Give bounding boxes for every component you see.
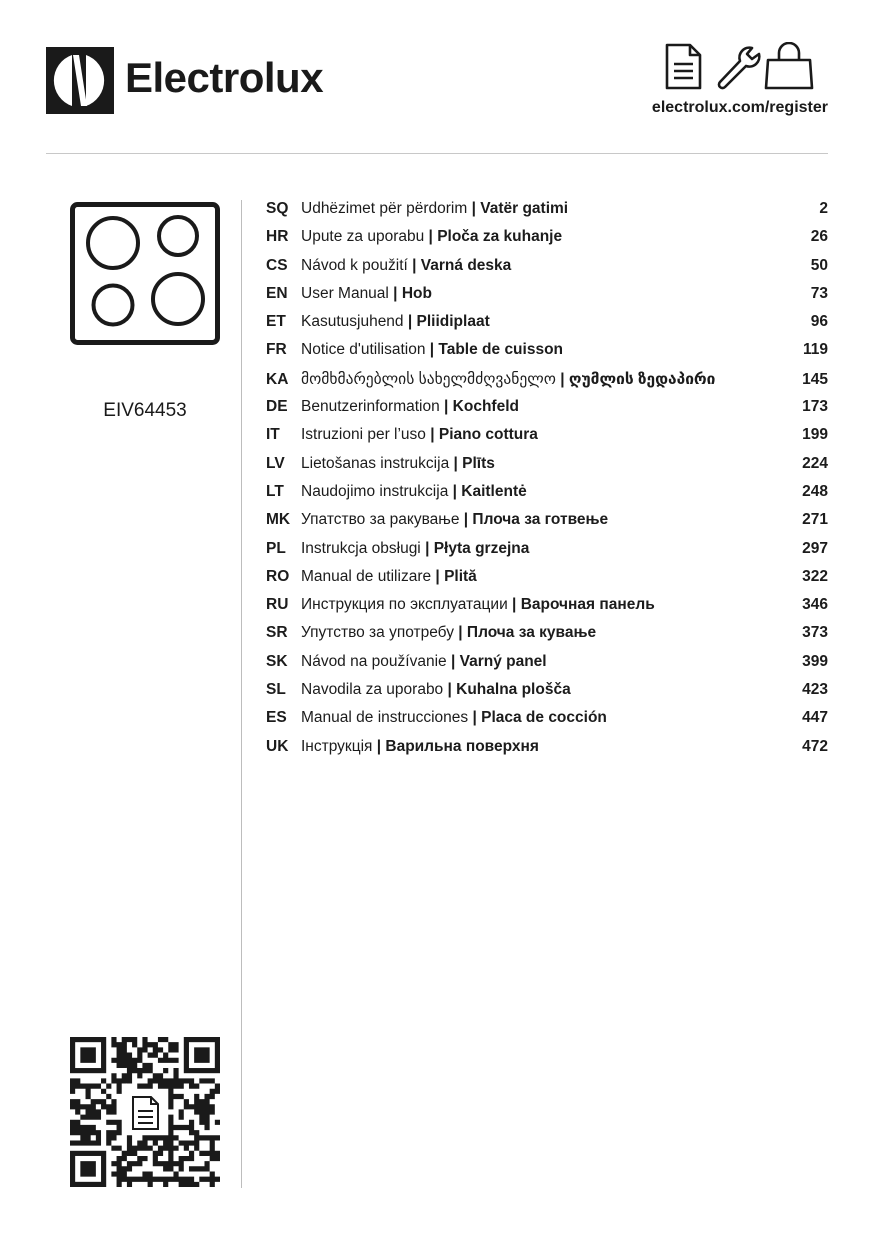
language-code: SQ bbox=[266, 200, 289, 217]
language-code: MK bbox=[266, 511, 291, 529]
manual-title bbox=[301, 596, 778, 614]
product-type: Placa de cocción bbox=[481, 709, 607, 727]
page-number: 346 bbox=[802, 596, 828, 614]
language-code: LT bbox=[266, 482, 284, 500]
language-code: FR bbox=[266, 341, 287, 359]
product-type: Płyta grzejna bbox=[433, 539, 530, 557]
language-code: KA bbox=[266, 370, 289, 388]
header-divider bbox=[46, 153, 828, 154]
language-code: HR bbox=[266, 228, 289, 246]
document-icon bbox=[128, 1093, 162, 1133]
toc-row-es[interactable] bbox=[266, 709, 828, 737]
manual-title-text: Упатство за ракување bbox=[301, 511, 460, 529]
toc-row-fr[interactable] bbox=[266, 341, 828, 369]
register-url[interactable]: electrolux.com/register bbox=[651, 99, 828, 116]
page-number: 248 bbox=[802, 482, 828, 500]
toc-row-sl[interactable] bbox=[266, 681, 828, 709]
toc-row-mk[interactable] bbox=[266, 511, 828, 539]
product-type: Плоча за готвење bbox=[472, 511, 609, 529]
product-type: Plită bbox=[444, 567, 477, 585]
title-separator: | bbox=[507, 596, 521, 614]
manual-title bbox=[301, 455, 778, 473]
column-divider bbox=[241, 200, 242, 1188]
manual-title bbox=[301, 653, 778, 671]
manual-title-text: Upute za uporabu bbox=[301, 228, 425, 246]
product-type: Vatër gatimi bbox=[480, 200, 569, 217]
manual-title bbox=[301, 200, 778, 218]
title-separator: | bbox=[420, 539, 434, 557]
toc-row-de[interactable] bbox=[266, 398, 828, 426]
product-type: Kaitlentė bbox=[461, 482, 527, 500]
manual-title bbox=[301, 313, 778, 331]
title-separator: | bbox=[372, 737, 386, 755]
toc-row-uk[interactable] bbox=[266, 738, 828, 766]
shopping-bag-icon bbox=[766, 43, 812, 88]
page-number: 199 bbox=[802, 426, 828, 444]
page-number: 399 bbox=[802, 652, 828, 670]
language-index bbox=[266, 200, 828, 766]
manual-title-text: Návod k použití bbox=[301, 256, 408, 274]
product-type: Varný panel bbox=[459, 652, 547, 670]
page-number: 447 bbox=[802, 709, 828, 727]
qr-code[interactable] bbox=[70, 1037, 220, 1187]
toc-row-pl[interactable] bbox=[266, 540, 828, 568]
toc-row-lv[interactable] bbox=[266, 455, 828, 483]
product-type: Varná deska bbox=[420, 256, 512, 274]
title-separator: | bbox=[448, 482, 462, 500]
language-code: ET bbox=[266, 313, 286, 331]
manual-title-text: Benutzerinformation bbox=[301, 398, 440, 416]
language-code: LV bbox=[266, 454, 285, 472]
wrench-icon bbox=[719, 48, 759, 88]
manual-title-text: Udhëzimet për përdorim bbox=[301, 200, 468, 217]
language-code: UK bbox=[266, 737, 289, 755]
page-number: 145 bbox=[802, 370, 828, 388]
page-number: 173 bbox=[802, 398, 828, 416]
language-code: IT bbox=[266, 426, 280, 444]
title-separator: | bbox=[468, 709, 482, 727]
brand-name: Electrolux bbox=[125, 54, 324, 101]
title-separator: | bbox=[439, 398, 453, 416]
page-number: 119 bbox=[802, 341, 828, 359]
language-code: SL bbox=[266, 681, 286, 699]
page-number: 26 bbox=[810, 228, 828, 246]
product-type: Plīts bbox=[462, 454, 495, 472]
page-number: 96 bbox=[810, 313, 828, 331]
manual-title bbox=[301, 709, 778, 727]
manual-title bbox=[301, 624, 778, 642]
toc-row-sk[interactable] bbox=[266, 653, 828, 681]
page-number: 423 bbox=[802, 681, 828, 699]
manual-title bbox=[301, 257, 778, 275]
manual-title bbox=[301, 341, 778, 359]
toc-row-ru[interactable] bbox=[266, 596, 828, 624]
manual-title-text: Manual de utilizare bbox=[301, 567, 432, 585]
manual-title bbox=[301, 568, 778, 586]
qr-finder-pattern bbox=[73, 1040, 104, 1071]
manual-title-text: Lietošanas instrukcija bbox=[301, 454, 450, 472]
language-code: CS bbox=[266, 256, 288, 274]
language-code: ES bbox=[266, 709, 287, 727]
manual-title-text: Упутство за употребу bbox=[301, 624, 454, 642]
title-separator: | bbox=[403, 313, 417, 331]
toc-row-cs[interactable] bbox=[266, 257, 828, 285]
qr-finder-pattern bbox=[73, 1153, 104, 1184]
toc-row-sq[interactable] bbox=[266, 200, 828, 228]
page-number: 322 bbox=[802, 567, 828, 585]
manual-title bbox=[301, 483, 778, 501]
product-type: Piano cottura bbox=[438, 426, 538, 444]
manual-title bbox=[301, 511, 778, 529]
document-icon bbox=[667, 45, 700, 88]
electrolux-logo-icon bbox=[46, 47, 114, 114]
title-separator: | bbox=[388, 284, 402, 302]
title-separator: | bbox=[453, 624, 467, 642]
page-number: 73 bbox=[810, 284, 828, 302]
manual-title-text: Navodila za uporabo bbox=[301, 681, 444, 699]
title-separator: | bbox=[425, 426, 439, 444]
header-icons bbox=[664, 42, 814, 92]
title-separator: | bbox=[425, 341, 439, 359]
page-number: 373 bbox=[802, 624, 828, 642]
manual-title bbox=[301, 228, 778, 246]
manual-title-text: Notice d'utilisation bbox=[301, 341, 426, 359]
manual-title bbox=[301, 370, 778, 389]
product-type: ღუმლის ზედაპირი bbox=[568, 370, 716, 388]
qr-finder-pattern bbox=[186, 1040, 217, 1071]
manual-title-text: Istruzioni per l’uso bbox=[301, 426, 426, 444]
manual-title bbox=[301, 681, 778, 699]
toc-row-en[interactable] bbox=[266, 285, 828, 313]
model-code: EIV64453 bbox=[103, 400, 187, 421]
manual-title-text: User Manual bbox=[301, 284, 389, 302]
manual-title bbox=[301, 285, 778, 303]
page-number: 271 bbox=[802, 511, 828, 529]
language-code: DE bbox=[266, 398, 288, 416]
language-code: RO bbox=[266, 567, 290, 585]
manual-title-text: Kasutusjuhend bbox=[301, 313, 404, 331]
product-type: Pliidiplaat bbox=[416, 313, 490, 331]
product-type: Варильна поверхня bbox=[385, 737, 539, 755]
product-type: Kuhalna plošča bbox=[456, 681, 571, 699]
title-separator: | bbox=[431, 567, 445, 585]
page-number: 2 bbox=[819, 200, 828, 217]
hob-illustration bbox=[70, 202, 220, 345]
toc-row-et[interactable] bbox=[266, 313, 828, 341]
manual-title-text: Інструкція bbox=[301, 737, 373, 755]
product-type: Hob bbox=[401, 284, 432, 302]
manual-title bbox=[301, 540, 778, 558]
manual-title bbox=[301, 398, 778, 416]
product-type: Kochfeld bbox=[452, 398, 519, 416]
manual-title-text: Návod na používanie bbox=[301, 652, 447, 670]
manual-title-text: Инструкция по эксплуатации bbox=[301, 596, 508, 614]
product-type: Варочная панель bbox=[520, 596, 655, 614]
manual-title bbox=[301, 426, 778, 444]
title-separator: | bbox=[459, 511, 473, 529]
toc-row-lt[interactable] bbox=[266, 483, 828, 511]
toc-row-ka[interactable] bbox=[266, 370, 828, 398]
page-number: 224 bbox=[802, 454, 828, 472]
title-separator: | bbox=[467, 200, 481, 217]
title-separator: | bbox=[443, 681, 457, 699]
product-type: Плоча за кување bbox=[466, 624, 597, 642]
toc-row-ro[interactable] bbox=[266, 568, 828, 596]
manual-title-text: Manual de instrucciones bbox=[301, 709, 469, 727]
title-separator: | bbox=[407, 256, 421, 274]
manual-title-text: მომხმარებლის სახელმძღვანელო bbox=[301, 370, 556, 388]
toc-row-hr[interactable] bbox=[266, 228, 828, 256]
manual-title-text: Naudojimo instrukcija bbox=[301, 482, 449, 500]
language-code: RU bbox=[266, 596, 289, 614]
language-code: SR bbox=[266, 624, 288, 642]
title-separator: | bbox=[424, 228, 438, 246]
product-type: Table de cuisson bbox=[438, 341, 564, 359]
toc-row-sr[interactable] bbox=[266, 624, 828, 652]
title-separator: | bbox=[555, 370, 569, 388]
manual-title bbox=[301, 738, 778, 756]
page-number: 297 bbox=[802, 539, 828, 557]
manual-title-text: Instrukcja obsługi bbox=[301, 539, 421, 557]
title-separator: | bbox=[446, 652, 460, 670]
language-code: EN bbox=[266, 284, 288, 302]
language-code: SK bbox=[266, 652, 288, 670]
product-type: Ploča za kuhanje bbox=[437, 228, 563, 246]
title-separator: | bbox=[449, 454, 463, 472]
toc-row-it[interactable] bbox=[266, 426, 828, 454]
page-number: 50 bbox=[810, 256, 828, 274]
page-number: 472 bbox=[802, 737, 828, 755]
language-code: PL bbox=[266, 539, 286, 557]
